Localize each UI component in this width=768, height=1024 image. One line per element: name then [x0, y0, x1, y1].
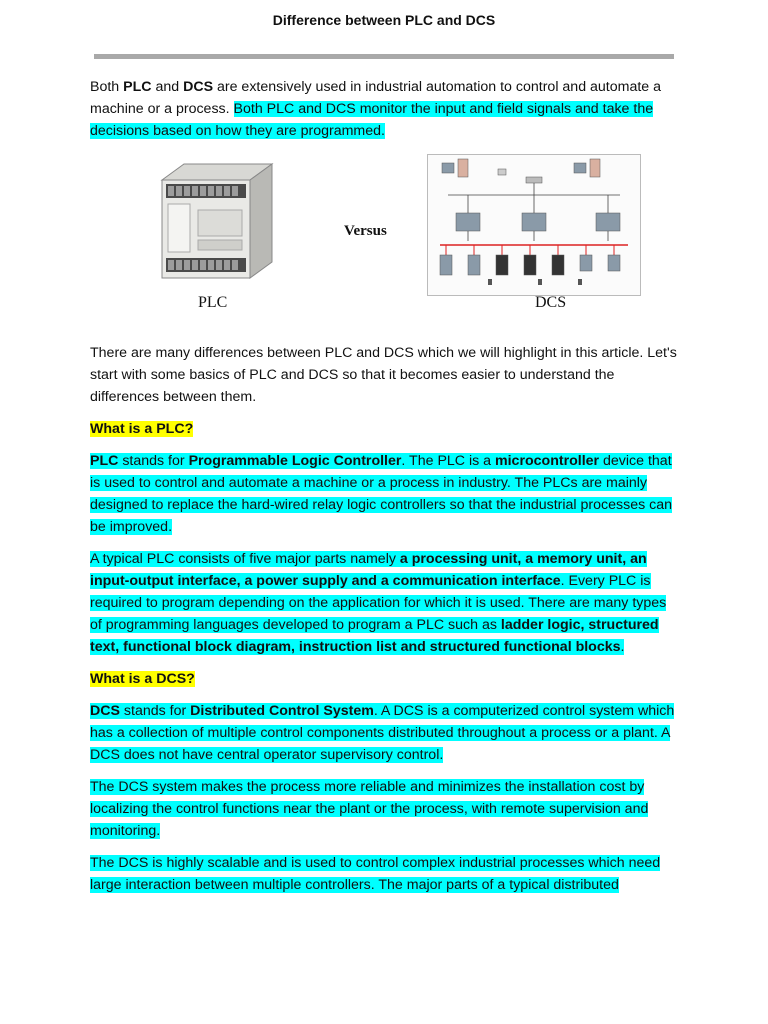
intro-bold-dcs: DCS	[183, 79, 214, 95]
plc-parts-list: a processing unit, a memory unit, an input-output interface, a power supply and a communication interface	[90, 551, 647, 589]
intro-text-3: are extensively used in industrial automation to control and automate a machine or a process.	[90, 79, 662, 117]
plc-heading-paragraph	[90, 418, 680, 440]
dcs-reliability-paragraph	[90, 776, 680, 842]
plc-device-image	[154, 158, 276, 286]
plc-heading: What is a PLC?	[90, 421, 194, 437]
plc-def-text-3: device that is used to control and automate a machine or a process in industry. The PLCs are mainly designed to replace the hard-wired relay logic controllers so that the industrial processes can be improved.	[90, 453, 672, 535]
microcontroller-bold: microcontroller	[495, 453, 600, 469]
dcs-scalability-paragraph	[90, 852, 680, 896]
dcs-scalability-highlight: The DCS is highly scalable and is used to control complex industrial processes which need large interaction between multiple controllers. The major parts of a typical distributed	[90, 855, 661, 893]
plc-caption: PLC	[198, 294, 228, 311]
intro-text-1: Both	[90, 79, 124, 95]
plc-parts-text-3: .	[620, 639, 625, 655]
dcs-network-diagram-image	[427, 154, 641, 296]
intro-highlight: Both PLC and DCS monitor the input and field signals and take the decisions based on how they are programmed.	[90, 101, 654, 139]
dcs-def-text-1: stands for	[119, 703, 191, 719]
dcs-definition-highlight	[90, 703, 674, 763]
plc-vs-dcs-figure	[90, 152, 680, 330]
plc-parts-highlight	[90, 551, 666, 655]
dcs-definition-paragraph	[90, 700, 680, 766]
dcs-caption: DCS	[535, 294, 567, 311]
plc-definition-highlight	[90, 453, 672, 535]
dcs-heading: What is a DCS?	[90, 671, 195, 687]
differences-paragraph: There are many differences between PLC and DCS which we will highlight in this article. Let's start with some basics of PLC and DCS so that it becomes easier to understand the differences between them.	[90, 345, 677, 405]
plc-parts-paragraph	[90, 548, 680, 658]
dcs-bold: DCS	[90, 703, 120, 719]
dcs-def-text-2: . A DCS is a computerized control system which has a collection of multiple control components distributed throughout a process or a plant. A DCS does not have central operator supervisory control.	[90, 703, 675, 763]
document-body	[90, 76, 680, 906]
plc-parts-text-1: A typical PLC consists of five major parts namely	[90, 551, 400, 567]
intro-paragraph	[90, 76, 680, 142]
plc-bold: PLC	[90, 453, 119, 469]
dcs-heading-paragraph	[90, 668, 680, 690]
plc-parts-text-2: . Every PLC is required to program depending on the application for which it is used. There are many types of programming languages developed to program a PLC such as	[90, 573, 667, 633]
plc-def-text-1: stands for	[118, 453, 189, 469]
dcs-reliability-highlight: The DCS system makes the process more reliable and minimizes the installation cost by localizing the control functions near the plant or the process, with remote supervision and monitoring.	[90, 779, 649, 839]
versus-label: Versus	[344, 223, 387, 239]
dcs-full-name: Distributed Control System	[190, 703, 374, 719]
plc-definition-paragraph	[90, 450, 680, 538]
plc-def-text-2: . The PLC is a	[401, 453, 495, 469]
title-divider	[94, 54, 674, 59]
intro-text-2: and	[151, 79, 184, 95]
plc-languages-list: ladder logic, structured text, functional block diagram, instruction list and structured functional blocks	[90, 617, 659, 655]
intro-bold-plc: PLC	[123, 79, 152, 95]
plc-full-name: Programmable Logic Controller	[188, 453, 402, 469]
document-title: Difference between PLC and DCS	[272, 12, 496, 28]
